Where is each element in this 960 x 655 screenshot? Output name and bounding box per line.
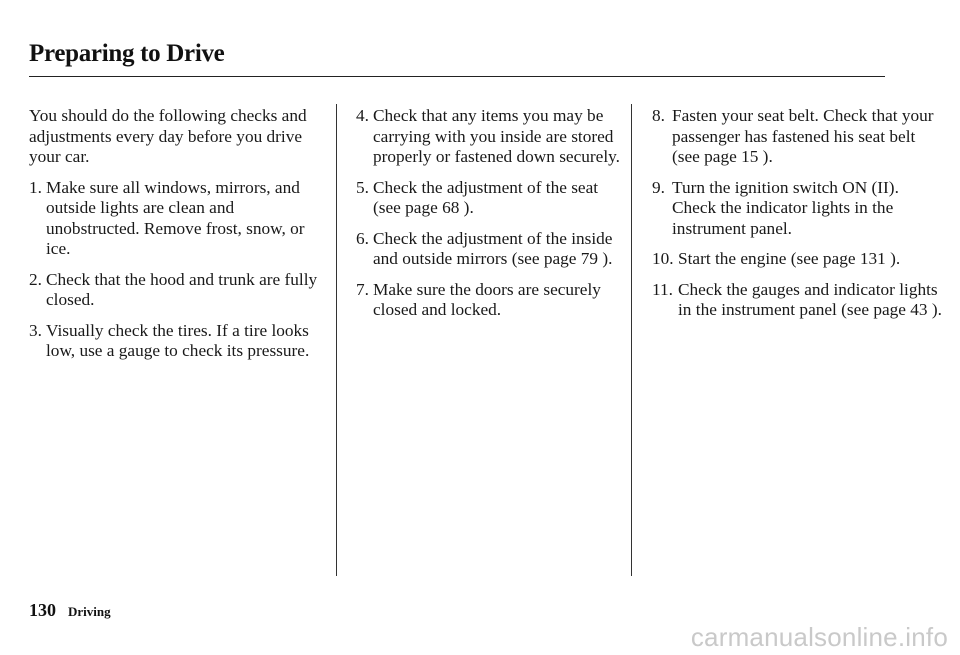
item-number: 9. xyxy=(652,177,665,197)
item-number: 7. xyxy=(356,279,369,299)
list-item xyxy=(356,229,626,270)
item-number: 2. xyxy=(29,269,42,289)
list-item xyxy=(356,106,626,168)
item-text: Check the adjustment of the seat (see page 68 ). xyxy=(373,177,599,217)
list-item xyxy=(652,280,942,321)
intro-paragraph: You should do the following checks and adjustments every day before you drive your car. xyxy=(29,106,307,166)
item-text: Check that any items you may be carrying with you inside are stored properly or fastened down securely. xyxy=(373,106,620,166)
column-3 xyxy=(652,106,942,331)
watermark-text: carmanualsonline.info xyxy=(690,622,948,652)
item-number: 10. xyxy=(652,249,674,268)
item-text: Check the adjustment of the inside and outside mirrors (see page 79 ). xyxy=(373,228,613,268)
list-item xyxy=(652,106,942,168)
column-2 xyxy=(356,106,626,331)
column-divider xyxy=(631,104,632,576)
list-item xyxy=(29,178,329,260)
section-name: Driving xyxy=(68,604,111,619)
item-text: Check the gauges and indicator lights in the instrument panel (see page 43 ). xyxy=(678,279,942,319)
list-item xyxy=(652,178,942,240)
item-number: 1. xyxy=(29,177,42,197)
page-footer xyxy=(29,600,111,621)
item-text: Make sure the doors are securely closed and locked. xyxy=(373,279,601,319)
item-number: 8. xyxy=(652,106,665,125)
list-item xyxy=(652,249,942,270)
page-number: 130 xyxy=(29,600,56,620)
item-text: Visually check the tires. If a tire looks low, use a gauge to check its pressure. xyxy=(46,320,310,360)
item-number: 11. xyxy=(652,279,673,299)
item-number: 4. xyxy=(356,106,369,125)
list-item xyxy=(356,178,626,219)
item-number: 5. xyxy=(356,177,369,197)
item-text: Make sure all windows, mirrors, and outside lights are clean and unobstructed. Remove frost, snow, or ice. xyxy=(46,177,305,258)
item-number: 6. xyxy=(356,228,369,248)
page-title: Preparing to Drive xyxy=(29,40,225,67)
item-text: Check that the hood and trunk are fully closed. xyxy=(46,269,318,309)
list-item xyxy=(29,321,329,362)
list-item xyxy=(356,280,626,321)
column-1 xyxy=(29,106,329,372)
column-divider xyxy=(336,104,337,576)
item-text: Start the engine (see page 131 ). xyxy=(678,249,901,268)
header-rule xyxy=(29,76,885,77)
item-text: Turn the ignition switch ON (II). Check the indicator lights in the instrument panel. xyxy=(672,177,899,238)
list-item xyxy=(29,270,329,311)
item-number: 3. xyxy=(29,320,42,340)
item-text: Fasten your seat belt. Check that your passenger has fastened his seat belt (see page 15 ). xyxy=(672,106,934,166)
